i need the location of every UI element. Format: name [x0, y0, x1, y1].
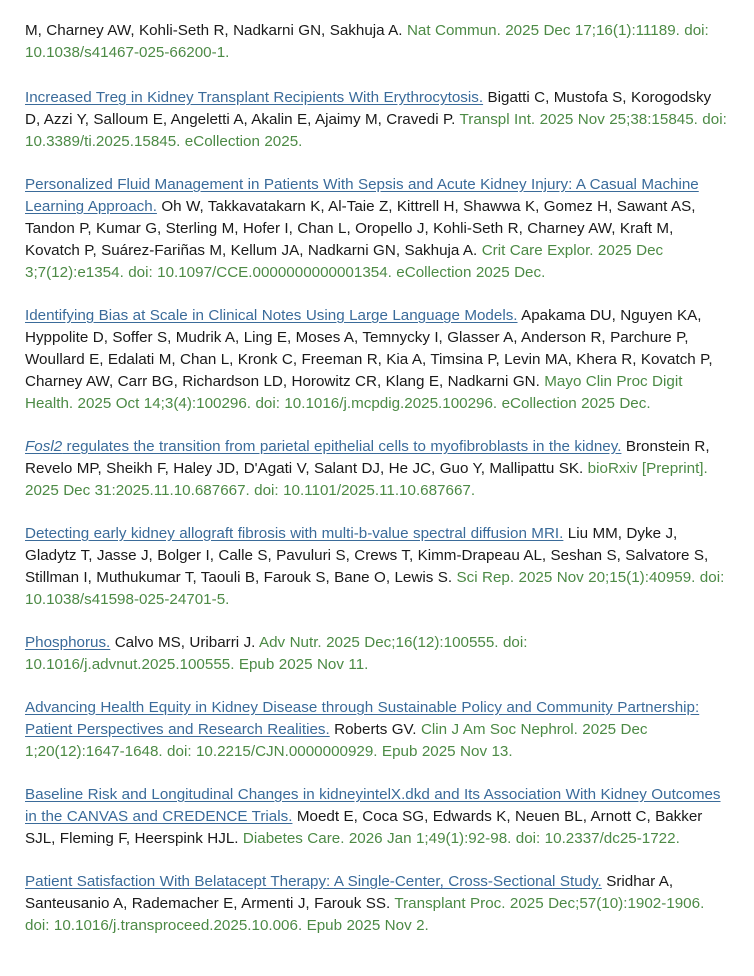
- publication-entry: [25, 784, 730, 850]
- publication-entry: [25, 632, 730, 676]
- publication-title-link[interactable]: Personalized Fluid Management in Patients With Sepsis and Acute Kidney Injury: A Casual Machine Learning Approach.: [25, 176, 699, 215]
- publication-authors: Calvo MS, Uribarri J.: [114, 634, 256, 651]
- publication-title-link[interactable]: Advancing Health Equity in Kidney Disease through Sustainable Policy and Community Partnership: Patient Perspectives and Research Realities.: [25, 699, 700, 738]
- publication-title-link[interactable]: Patient Satisfaction With Belatacept Therapy: A Single-Center, Cross-Sectional Study.: [25, 873, 602, 890]
- publication-citation: bioRxiv [Preprint]. 2025 Dec 31:2025.11.10.687667. doi: 10.1101/2025.11.10.687667.: [25, 460, 708, 499]
- publication-entry: [25, 523, 730, 611]
- publication-citation: Sci Rep. 2025 Nov 20;15(1):40959. doi: 10.1038/s41598-025-24701-5.: [25, 569, 725, 608]
- publication-citation: Nat Commun. 2025 Dec 17;16(1):11189. doi: 10.1038/s41467-025-66200-1.: [25, 22, 709, 61]
- publication-title-link[interactable]: Detecting early kidney allograft fibrosis with multi-b-value spectral diffusion MRI.: [25, 525, 564, 542]
- publication-title-link[interactable]: Phosphorus.: [25, 634, 111, 651]
- publication-entry: [25, 174, 730, 284]
- publication-authors: Sridhar A, Santeusanio A, Rademacher E, Armenti J, Farouk SS.: [25, 873, 674, 912]
- publication-entry: [25, 20, 730, 64]
- publication-authors: Oh W, Takkavatakarn K, Al-Taie Z, Kittrell H, Shawwa K, Gomez H, Sawant AS, Tandon P, Kumar G, Sterling M, Hofer I, Chan L, Oropello J, Kohli-Seth R, Charney AW, Kraft M, Kovatch P, Suárez-Fariñas M, Kellum JA, Nadkarni GN, Sakhuja A.: [25, 198, 696, 259]
- publication-title-link[interactable]: Increased Treg in Kidney Transplant Recipients With Erythrocytosis.: [25, 89, 484, 106]
- publication-entry: [25, 871, 730, 937]
- publication-entry: [25, 697, 730, 763]
- publication-citation: Transpl Int. 2025 Nov 25;38:15845. doi: 10.3389/ti.2025.15845. eCollection 2025.: [25, 111, 727, 150]
- publication-title-gene: Fosl2: [25, 438, 63, 455]
- publication-authors: Bronstein R, Revelo MP, Sheikh F, Haley JD, D'Agati V, Salant DJ, He JC, Guo Y, Mallipattu SK.: [25, 438, 710, 477]
- publication-authors: Bigatti C, Mustofa S, Korogodsky D, Azzi Y, Salloum E, Angeletti A, Akalin E, Ajaimy M, Cravedi P.: [25, 89, 712, 128]
- publication-citation: Clin J Am Soc Nephrol. 2025 Dec 1;20(12):1647-1648. doi: 10.2215/CJN.0000000929. Epub 2025 Nov 13.: [25, 721, 648, 760]
- publication-authors: M, Charney AW, Kohli-Seth R, Nadkarni GN, Sakhuja A.: [25, 22, 403, 39]
- publication-title-text: regulates the transition from parietal epithelial cells to myofibroblasts in the kidney.: [62, 438, 622, 455]
- publication-citation: Mayo Clin Proc Digit Health. 2025 Oct 14;3(4):100296. doi: 10.1016/j.mcpdig.2025.100296. eCollection 2025 Dec.: [25, 373, 683, 412]
- publication-entry: [25, 87, 730, 153]
- publication-authors: Liu MM, Dyke J, Gladytz T, Jasse J, Bolger I, Calle S, Pavuluri S, Crews T, Kimm-Drapeau AL, Seshan S, Salvatore S, Stillman I, Muthukumar T, Taouli B, Farouk S, Bane O, Lewis S.: [25, 525, 709, 586]
- publication-citation: Diabetes Care. 2026 Jan 1;49(1):92-98. doi: 10.2337/dc25-1722.: [242, 830, 680, 847]
- publication-title-link[interactable]: Baseline Risk and Longitudinal Changes in kidneyintelX.dkd and Its Association With Kidney Outcomes in the CANVAS and CREDENCE Trials.: [25, 786, 721, 825]
- publication-authors: Moedt E, Coca SG, Edwards K, Neuen BL, Arnott C, Bakker SJL, Fleming F, Heerspink HJL.: [25, 808, 703, 847]
- publication-citation: Transplant Proc. 2025 Dec;57(10):1902-1906. doi: 10.1016/j.transproceed.2025.10.006. Epub 2025 Nov 2.: [25, 895, 705, 934]
- publication-title-link[interactable]: [25, 438, 621, 455]
- publication-authors: Apakama DU, Nguyen KA, Hyppolite D, Soffer S, Mudrik A, Ling E, Moses A, Temnycky I, Glasser A, Anderson R, Parchure P, Woullard E, Edalati M, Chan L, Kronk C, Freeman R, Kia A, Timsina P, Levin MA, Khera R, Kovatch P, Charney AW, Carr BG, Richardson LD, Horowitz CR, Klang E, Nadkarni GN.: [25, 307, 713, 390]
- publication-citation: Adv Nutr. 2025 Dec;16(12):100555. doi: 10.1016/j.advnut.2025.100555. Epub 2025 Nov 11.: [25, 634, 528, 673]
- publication-entry: [25, 305, 730, 415]
- publication-authors: Roberts GV.: [334, 721, 417, 738]
- publication-title-link[interactable]: Identifying Bias at Scale in Clinical Notes Using Large Language Models.: [25, 307, 518, 324]
- publication-citation: Crit Care Explor. 2025 Dec 3;7(12):e1354. doi: 10.1097/CCE.0000000000001354. eCollection 2025 Dec.: [25, 242, 664, 281]
- publication-entry: [25, 436, 730, 502]
